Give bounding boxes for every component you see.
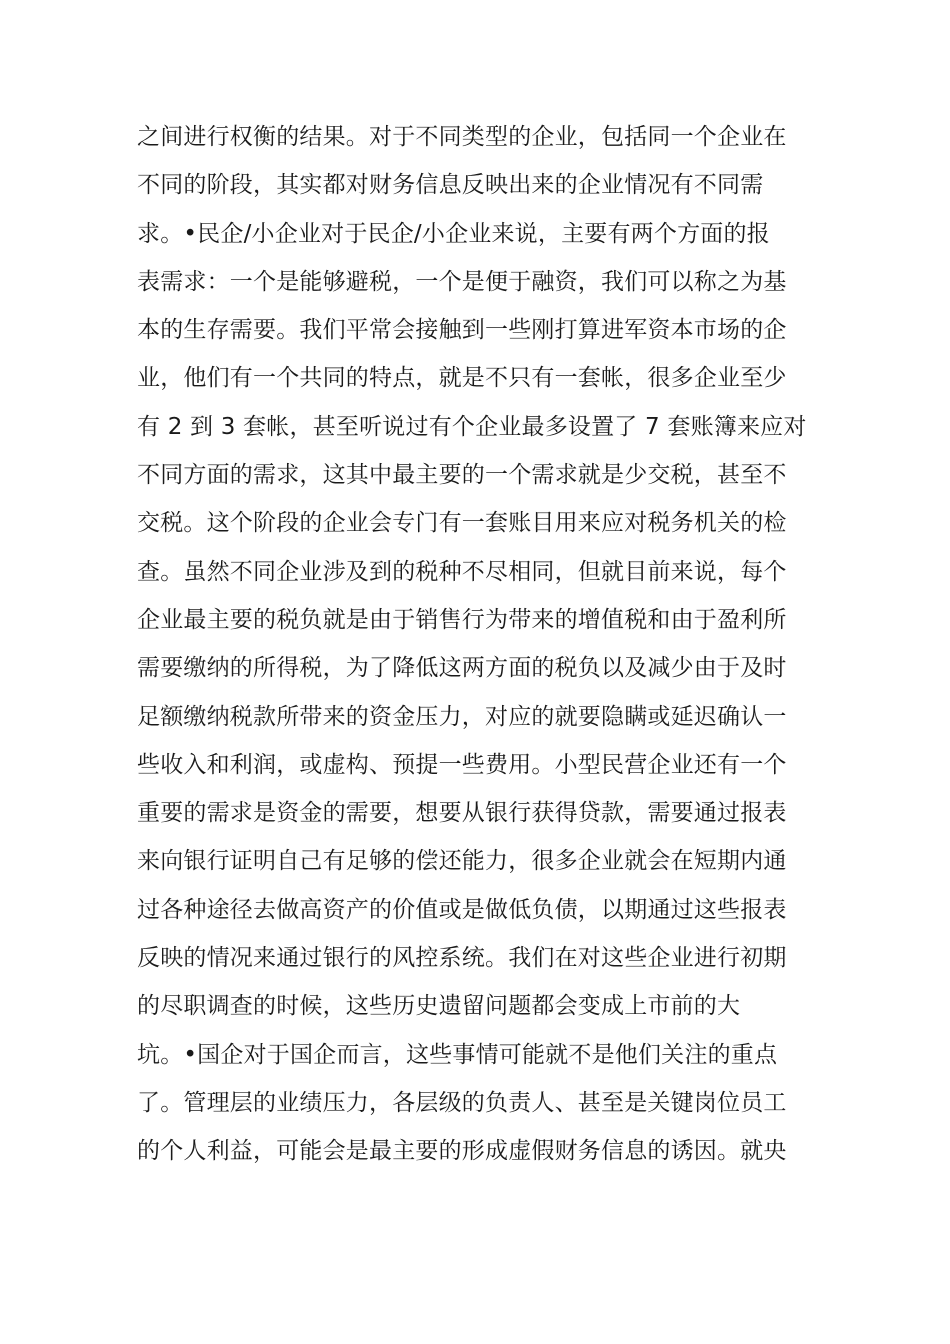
text-line: 有 2 到 3 套帐，甚至听说过有个企业最多设置了 7 套账簿来应对 [137,413,807,440]
text-line: 查。虽然不同企业涉及到的税种不尽相同，但就目前来说，每个 [137,558,787,585]
text-line: 不同的阶段，其实都对财务信息反映出来的企业情况有不同需 [137,172,764,199]
text-line: 反映的情况来通过银行的风控系统。我们在对这些企业进行初期 [137,945,787,972]
text-line: 表需求：一个是能够避税，一个是便于融资，我们可以称之为基 [137,268,787,295]
text-line: 企业最主要的税负就是由于销售行为带来的增值税和由于盈利所 [137,606,787,633]
text-line: 坑。•国企对于国企而言，这些事情可能就不是他们关注的重点 [137,1041,778,1068]
text-line: 之间进行权衡的结果。对于不同类型的企业，包括同一个企业在 [137,124,787,150]
text-line: 需要缴纳的所得税，为了降低这两方面的税负以及减少由于及时 [137,655,787,682]
text-line: 业，他们有一个共同的特点，就是不只有一套帐，很多企业至少 [137,365,787,392]
text-line: 过各种途径去做高资产的价值或是做低负债，以期通过这些报表 [137,896,787,923]
text-line: 重要的需求是资金的需要，想要从银行获得贷款，需要通过报表 [137,800,787,827]
text-line: 求。•民企/小企业对于民企/小企业来说，主要有两个方面的报 [137,220,770,247]
text-line: 的个人利益，可能会是最主要的形成虚假财务信息的诱因。就央 [137,1138,787,1165]
text-line: 来向银行证明自己有足够的偿还能力，很多企业就会在短期内通 [137,848,787,875]
body-text [137,113,817,1176]
text-line: 交税。这个阶段的企业会专门有一套账目用来应对税务机关的检 [137,510,787,537]
text-line: 不同方面的需求，这其中最主要的一个需求就是少交税，甚至不 [137,462,787,489]
text-line: 了。管理层的业绩压力，各层级的负责人、甚至是关键岗位员工 [137,1089,787,1116]
text-line: 的尽职调查的时候，这些历史遗留问题都会变成上市前的大 [137,993,741,1020]
text-line: 足额缴纳税款所带来的资金压力，对应的就要隐瞒或延迟确认一 [137,703,787,730]
text-line: 本的生存需要。我们平常会接触到一些刚打算进军资本市场的企 [137,317,787,344]
text-line: 些收入和利润，或虚构、预提一些费用。小型民营企业还有一个 [137,751,787,778]
